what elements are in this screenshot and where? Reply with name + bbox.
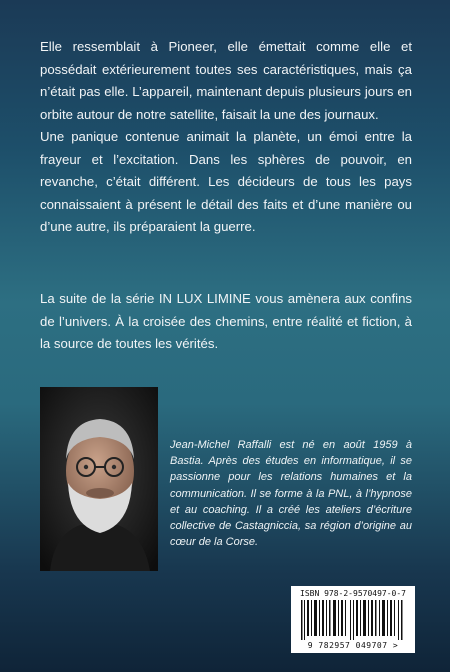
author-portrait-graphic <box>40 387 158 571</box>
barcode-digits: 9 782957 049707 > <box>307 641 399 650</box>
author-bio: Jean-Michel Raffalli est né en août 1959 à Bastia. Après des études en informatique, il se passionne pour les relations humaines et la communication. Il se forme à la PNL, à l’hypnose et au coaching. Il a créé les ateliers d’écriture collective de Castagniccia, sa région d’origine au cœur de la Corse. <box>170 439 412 549</box>
barcode-bars <box>301 600 405 640</box>
blurb-paragraph-2: Une panique contenue animait la planète, un émoi entre la frayeur et l’excitation. Dans les sphères de pouvoir, en revanche, c’était différent. Les décideurs de tous les pays connaissaient à présent le détail des faits et d’une manière ou d’une autre, ils préparaient la guerre. <box>40 129 412 234</box>
back-cover-blurb <box>40 36 412 239</box>
blurb-paragraph-1: Elle ressemblait à Pioneer, elle émettait comme elle et possédait extérieurement toutes ses caractéristiques, mais ça n’était pas elle. L’appareil, maintenant depuis plusieurs jours en orbite autour de notre satellite, faisait la une des journaux. <box>40 39 412 122</box>
isbn-number: ISBN 978-2-9570497-0-7 <box>300 589 406 598</box>
isbn-barcode <box>291 586 415 653</box>
author-photo <box>40 387 158 571</box>
series-teaser: La suite de la série IN LUX LIMINE vous amènera aux confins de l’univers. À la croisée des chemins, entre réalité et fiction, à la source de toutes les vérités. <box>40 291 412 351</box>
